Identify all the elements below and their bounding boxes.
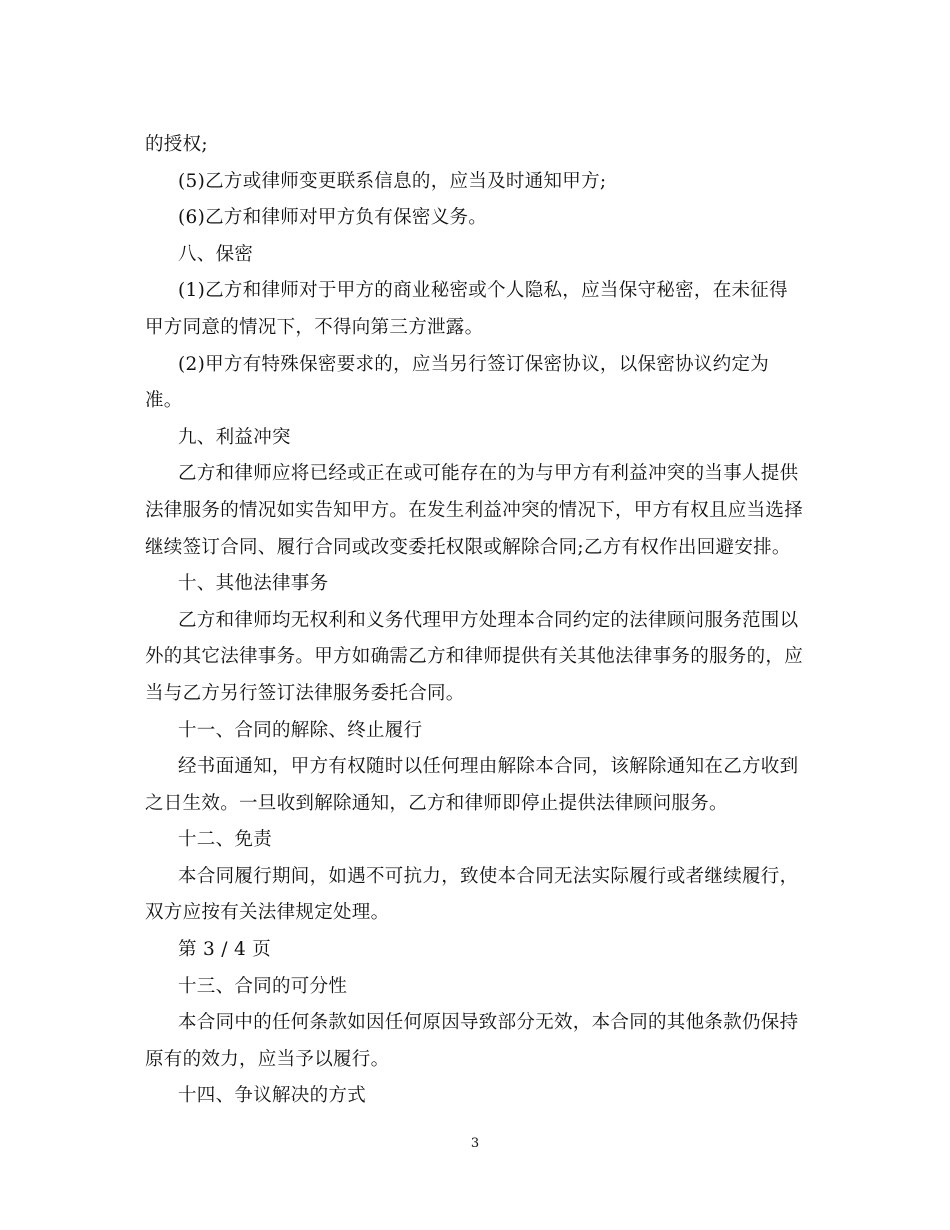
text-line: (6)乙方和律师对甲方负有保密义务。 bbox=[178, 207, 488, 229]
text-line: 经书面通知，甲方有权随时以任何理由解除本合同，该解除通知在乙方收到 bbox=[178, 756, 799, 778]
section-heading: 十四、争议解决的方式 bbox=[178, 1085, 367, 1107]
section-heading: 十、其他法律事务 bbox=[178, 573, 329, 595]
text-line: 甲方同意的情况下，不得向第三方泄露。 bbox=[145, 316, 484, 338]
text-line: 双方应按有关法律规定处理。 bbox=[145, 902, 390, 924]
section-heading: 九、利益冲突 bbox=[178, 426, 291, 448]
section-heading: 八、保密 bbox=[178, 243, 254, 265]
page-number: 3 bbox=[470, 1136, 480, 1151]
text-line: 继续签订合同、履行合同或改变委托权限或解除合同;乙方有权作出回避安排。 bbox=[145, 536, 791, 558]
text-line: (1)乙方和律师对于甲方的商业秘密或个人隐私，应当保守秘密，在未征得 bbox=[178, 280, 788, 302]
text-line: 外的其它法律事务。甲方如确需乙方和律师提供有关其他法律事务的服务的，应 bbox=[145, 646, 804, 668]
section-heading: 十三、合同的可分性 bbox=[178, 975, 348, 997]
text-line: 之日生效。一旦收到解除通知，乙方和律师即停止提供法律顾问服务。 bbox=[145, 792, 728, 814]
text-line: (5)乙方或律师变更联系信息的，应当及时通知甲方; bbox=[178, 170, 607, 192]
inline-page-marker: 第 3 / 4 页 bbox=[178, 939, 271, 961]
text-line: 本合同中的任何条款如因任何原因导致部分无效，本合同的其他条款仍保持 bbox=[178, 1012, 799, 1034]
text-line: 准。 bbox=[145, 390, 183, 412]
document-body bbox=[145, 127, 805, 1115]
text-line: 原有的效力，应当予以履行。 bbox=[145, 1048, 390, 1070]
text-line: 当与乙方另行签订法律服务委托合同。 bbox=[145, 682, 465, 704]
section-heading: 十一、合同的解除、终止履行 bbox=[178, 719, 423, 741]
text-line: 乙方和律师均无权利和义务代理甲方处理本合同约定的法律顾问服务范围以 bbox=[178, 609, 799, 631]
text-line: 的授权; bbox=[145, 134, 208, 155]
text-line: 本合同履行期间，如遇不可抗力，致使本合同无法实际履行或者继续履行， bbox=[178, 865, 799, 887]
text-line: 乙方和律师应将已经或正在或可能存在的为与甲方有利益冲突的当事人提供 bbox=[178, 463, 799, 485]
text-line: (2)甲方有特殊保密要求的，应当另行签订保密协议，以保密协议约定为 bbox=[178, 353, 770, 375]
text-line: 法律服务的情况如实告知甲方。在发生利益冲突的情况下，甲方有权且应当选择 bbox=[145, 499, 804, 521]
section-heading: 十二、免责 bbox=[178, 829, 273, 851]
